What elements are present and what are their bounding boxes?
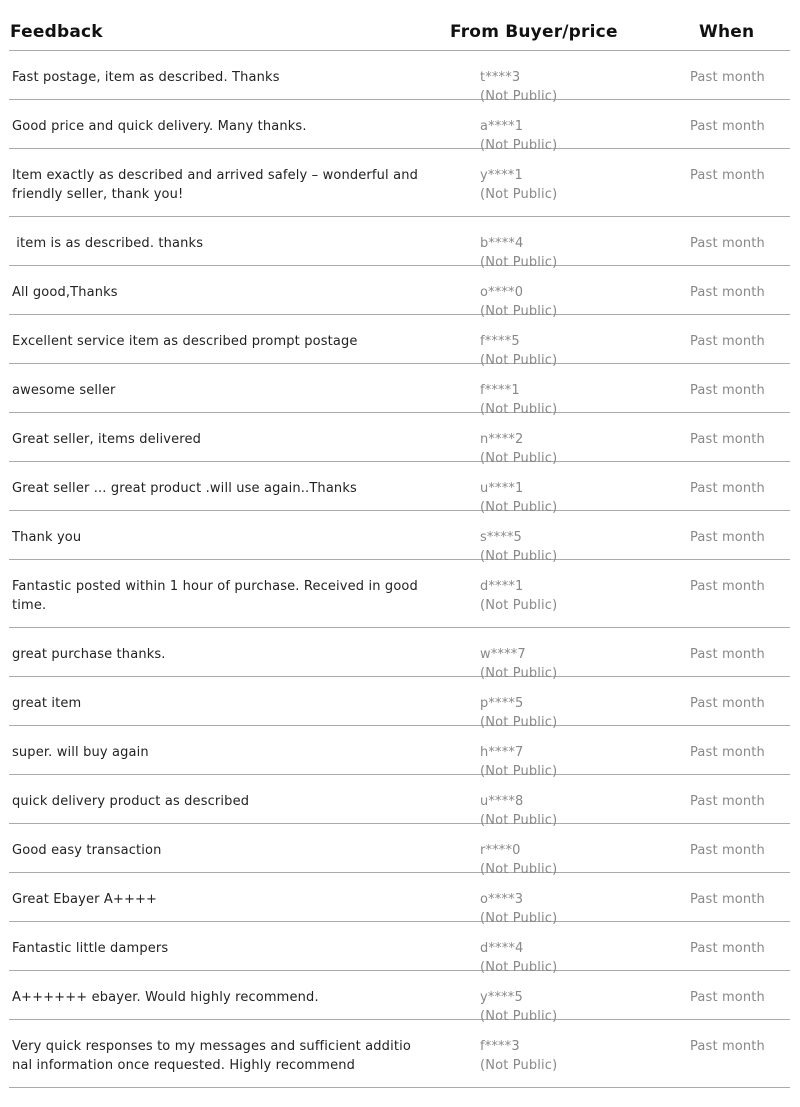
table-row: [9, 560, 790, 628]
buyer-id: d****4: [480, 941, 524, 956]
feedback-when: Past month: [690, 168, 765, 183]
header-buyer-price: From Buyer/price: [450, 22, 618, 42]
buyer-privacy-note: (Not Public): [480, 187, 558, 202]
feedback-when: Past month: [690, 119, 765, 134]
buyer-privacy-note: (Not Public): [480, 353, 558, 368]
feedback-when: Past month: [690, 647, 765, 662]
feedback-when: Past month: [690, 530, 765, 545]
table-row: [9, 628, 790, 681]
buyer-privacy-note: (Not Public): [480, 89, 558, 104]
table-row: [9, 266, 790, 319]
feedback-comment: great item: [12, 696, 82, 711]
table-row: [9, 971, 790, 1024]
feedback-when: Past month: [690, 579, 765, 594]
buyer-privacy-note: (Not Public): [480, 764, 558, 779]
buyer-privacy-note: (Not Public): [480, 304, 558, 319]
buyer-id: b****4: [480, 236, 524, 251]
buyer-id: n****2: [480, 432, 524, 447]
table-row: [9, 217, 790, 270]
buyer-id: t****3: [480, 70, 521, 85]
feedback-when: Past month: [690, 990, 765, 1005]
table-row: [9, 824, 790, 877]
feedback-when: Past month: [690, 941, 765, 956]
feedback-when: Past month: [690, 696, 765, 711]
buyer-privacy-note: (Not Public): [480, 255, 558, 270]
buyer-privacy-note: (Not Public): [480, 911, 558, 926]
table-row: [9, 315, 790, 368]
table-row: [9, 775, 790, 828]
feedback-when: Past month: [690, 383, 765, 398]
buyer-privacy-note: (Not Public): [480, 862, 558, 877]
buyer-id: f****3: [480, 1039, 520, 1054]
buyer-id: d****1: [480, 579, 524, 594]
feedback-comment: Very quick responses to my messages and sufficient additional information once requested. Highly recommend: [12, 1039, 411, 1073]
table-row: [9, 149, 790, 217]
feedback-comment: Fast postage, item as described. Thanks: [12, 70, 280, 85]
feedback-comment: A++++++ ebayer. Would highly recommend.: [12, 990, 319, 1005]
table-body: [9, 51, 790, 1088]
table-row: [9, 364, 790, 417]
buyer-id: u****8: [480, 794, 524, 809]
feedback-when: Past month: [690, 334, 765, 349]
header-when: When: [699, 22, 755, 42]
buyer-privacy-note: (Not Public): [480, 549, 558, 564]
table-row: [9, 873, 790, 926]
feedback-when: Past month: [690, 481, 765, 496]
table-row: [9, 677, 790, 730]
feedback-when: Past month: [690, 843, 765, 858]
feedback-comment: great purchase thanks.: [12, 647, 166, 662]
buyer-id: s****5: [480, 530, 522, 545]
feedback-comment: Excellent service item as described prompt postage: [12, 334, 358, 349]
feedback-comment: Item exactly as described and arrived safely – wonderful and friendly seller, thank you!: [12, 168, 423, 202]
feedback-comment: Great seller ... great product .will use again..Thanks: [12, 481, 357, 496]
header-feedback: Feedback: [10, 22, 103, 42]
buyer-id: o****0: [480, 285, 524, 300]
buyer-id: w****7: [480, 647, 526, 662]
buyer-info: [480, 577, 557, 615]
feedback-when: Past month: [690, 236, 765, 251]
table-header: [9, 0, 790, 51]
feedback-when: Past month: [690, 892, 765, 907]
buyer-privacy-note: (Not Public): [480, 500, 558, 515]
feedback-comment: awesome seller: [12, 383, 116, 398]
feedback-comment: quick delivery product as described: [12, 794, 250, 809]
feedback-comment: Thank you: [12, 530, 82, 545]
table-row: [9, 922, 790, 975]
table-row: [9, 51, 790, 104]
buyer-id: o****3: [480, 892, 524, 907]
buyer-id: f****5: [480, 334, 520, 349]
table-row: [9, 462, 790, 515]
buyer-id: h****7: [480, 745, 524, 760]
buyer-info: [480, 1037, 557, 1075]
feedback-comment: item is as described. thanks: [12, 236, 204, 251]
buyer-privacy-note: (Not Public): [480, 960, 558, 975]
feedback-table: [9, 0, 790, 1088]
feedback-comment: Great Ebayer A++++: [12, 892, 158, 907]
buyer-id: p****5: [480, 696, 524, 711]
buyer-info: [480, 166, 557, 204]
table-row: [9, 726, 790, 779]
feedback-when: Past month: [690, 1039, 765, 1054]
buyer-privacy-note: (Not Public): [480, 138, 558, 153]
buyer-privacy-note: (Not Public): [480, 598, 558, 613]
buyer-id: f****1: [480, 383, 520, 398]
feedback-comment: super. will buy again: [12, 745, 149, 760]
feedback-when: Past month: [690, 432, 765, 447]
feedback-comment: Great seller, items delivered: [12, 432, 202, 447]
table-row: [9, 1020, 790, 1088]
feedback-comment: Fantastic posted within 1 hour of purchase. Received in good time.: [12, 579, 423, 613]
buyer-id: a****1: [480, 119, 524, 134]
feedback-comment: All good,Thanks: [12, 285, 118, 300]
feedback-comment: Fantastic little dampers: [12, 941, 169, 956]
feedback-when: Past month: [690, 745, 765, 760]
buyer-privacy-note: (Not Public): [480, 1009, 558, 1024]
table-row: [9, 413, 790, 466]
buyer-id: y****1: [480, 168, 523, 183]
feedback-comment: Good easy transaction: [12, 843, 162, 858]
table-row: [9, 511, 790, 564]
feedback-when: Past month: [690, 794, 765, 809]
feedback-when: Past month: [690, 285, 765, 300]
table-row: [9, 100, 790, 153]
feedback-when: Past month: [690, 70, 765, 85]
buyer-privacy-note: (Not Public): [480, 402, 558, 417]
buyer-privacy-note: (Not Public): [480, 715, 558, 730]
buyer-privacy-note: (Not Public): [480, 1058, 558, 1073]
feedback-comment: Good price and quick delivery. Many thanks.: [12, 119, 307, 134]
buyer-privacy-note: (Not Public): [480, 451, 558, 466]
buyer-id: y****5: [480, 990, 523, 1005]
buyer-privacy-note: (Not Public): [480, 666, 558, 681]
buyer-id: u****1: [480, 481, 524, 496]
buyer-privacy-note: (Not Public): [480, 813, 558, 828]
buyer-id: r****0: [480, 843, 521, 858]
